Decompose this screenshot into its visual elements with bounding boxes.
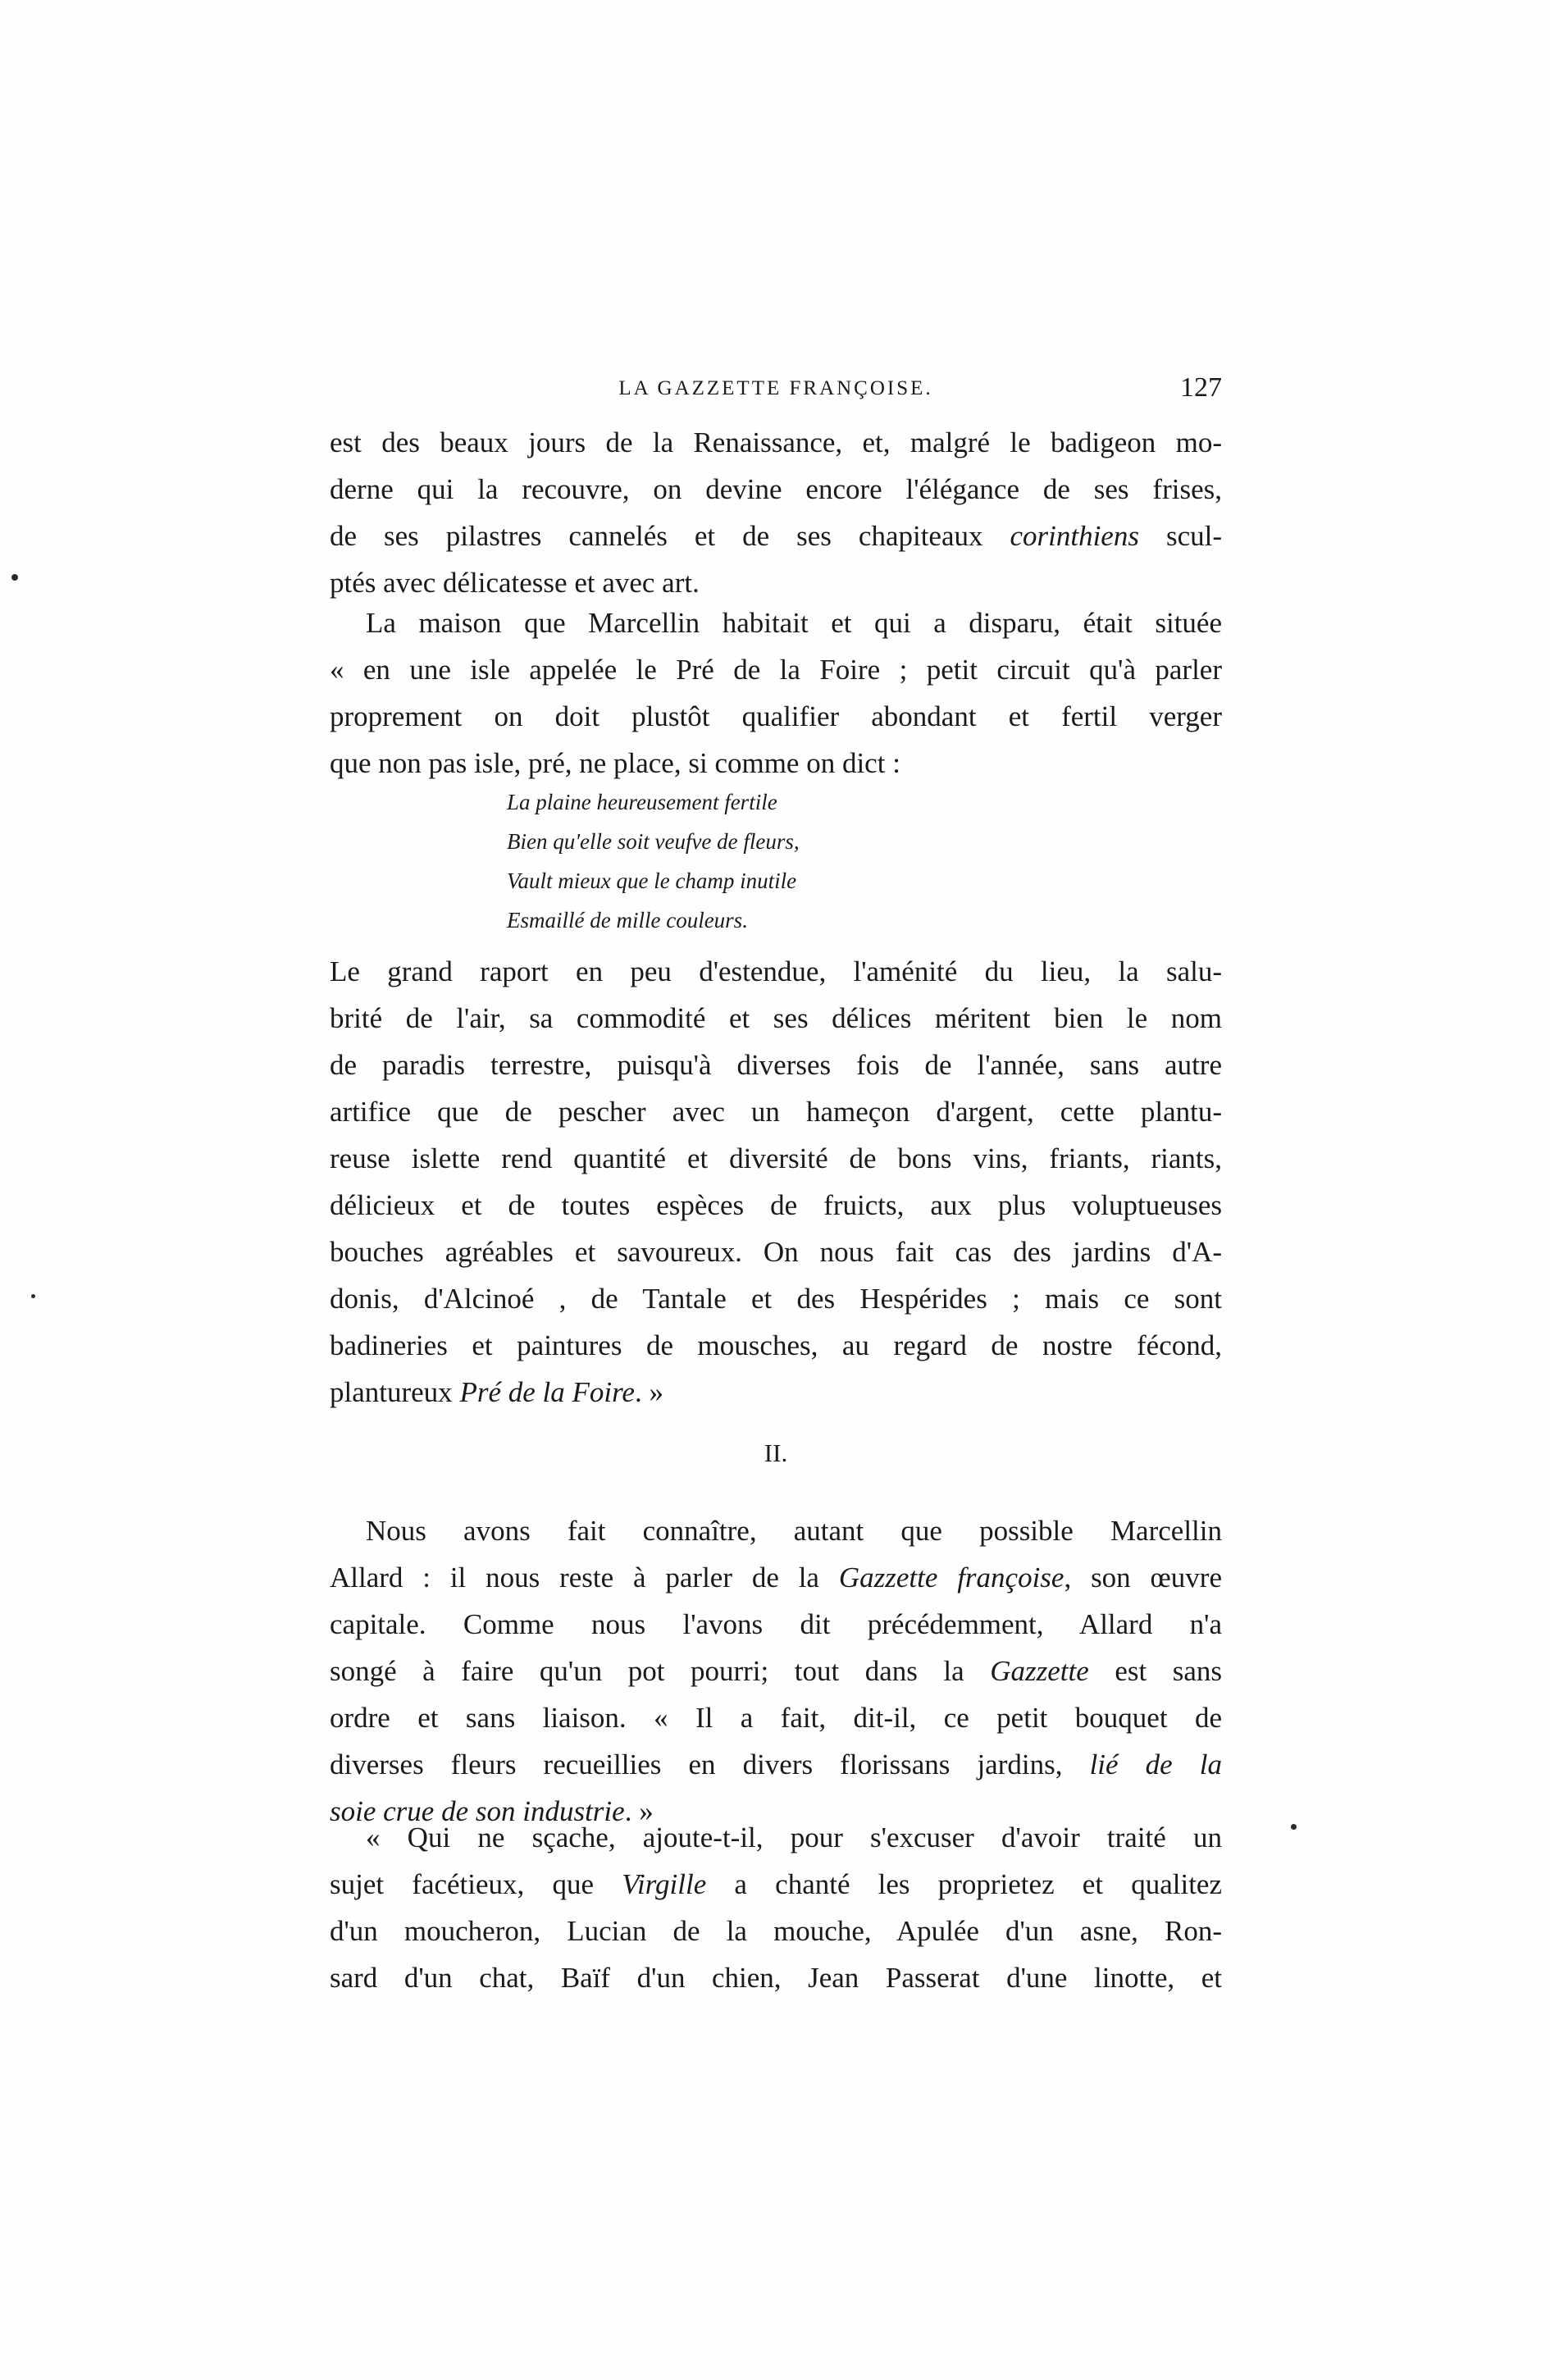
margin-mark	[11, 574, 18, 581]
text-line: donis, d'Alcinoé , de Tantale et des Hespérides ; mais ce sont	[330, 1283, 1222, 1315]
verse-line: Esmaillé de mille couleurs.	[507, 908, 748, 932]
text-line: plantureux Pré de la Foire. »	[330, 1376, 663, 1408]
text-line: soie crue de son industrie. »	[330, 1795, 654, 1827]
text-line: « Qui ne sçache, ajoute-t-il, pour s'excuser d'avoir traité un	[366, 1821, 1222, 1853]
italic-phrase: lié de la	[1089, 1749, 1222, 1780]
text-line: que non pas isle, pré, ne place, si comme on dict :	[330, 747, 900, 779]
text-line: derne qui la recouvre, on devine encore l'élégance de ses frises,	[330, 473, 1222, 505]
text-line: La maison que Marcellin habitait et qui a disparu, était située	[366, 607, 1222, 639]
text-line: « en une isle appelée le Pré de la Foire ; petit circuit qu'à parler	[330, 654, 1222, 686]
italic-word: corinthiens	[1010, 520, 1139, 552]
italic-title: Gazzette françoise	[838, 1562, 1064, 1594]
text-line: artifice que de pescher avec un hameçon d'argent, cette plantu-	[330, 1096, 1222, 1128]
text-line: est des beaux jours de la Renaissance, et, malgré le badigeon mo-	[330, 426, 1222, 458]
text-line: délicieux et de toutes espèces de fruicts, aux plus voluptueuses	[330, 1189, 1222, 1221]
page-header	[330, 372, 1222, 413]
text-line: reuse islette rend quantité et diversité de bons vins, friants, riants,	[330, 1142, 1222, 1174]
text-line: de ses pilastres cannelés et de ses chapiteaux corinthiens scul-	[330, 520, 1222, 552]
text-line: Nous avons fait connaître, autant que possible Marcellin	[366, 1515, 1222, 1547]
text-line: ordre et sans liaison. « Il a fait, dit-il, ce petit bouquet de	[330, 1702, 1222, 1734]
text-line: capitale. Comme nous l'avons dit précédemment, Allard n'a	[330, 1608, 1222, 1640]
verse-line: Bien qu'elle soit veufve de fleurs,	[507, 829, 800, 854]
text-line: songé à faire qu'un pot pourri; tout dans la Gazzette est sans	[330, 1655, 1222, 1687]
page-number: 127	[1180, 372, 1222, 403]
verse-line: Vault mieux que le champ inutile	[507, 869, 797, 893]
italic-phrase: soie crue de son industrie	[330, 1795, 625, 1827]
italic-phrase: Pré de la Foire	[459, 1376, 635, 1408]
margin-mark	[31, 1294, 35, 1298]
text-line: ptés avec délicatesse et avec art.	[330, 567, 700, 599]
text-line: badineries et paintures de mousches, au regard de nostre fécond,	[330, 1329, 1222, 1361]
text-line: d'un moucheron, Lucian de la mouche, Apulée d'un asne, Ron-	[330, 1915, 1222, 1947]
running-title: LA GAZZETTE FRANÇOISE.	[618, 377, 933, 399]
verse-line: La plaine heureusement fertile	[507, 790, 777, 814]
section-heading: II.	[764, 1438, 788, 1467]
text-line: Allard : il nous reste à parler de la Gazzette françoise, son œuvre	[330, 1562, 1222, 1594]
italic-title: Gazzette	[990, 1655, 1089, 1687]
text-line: brité de l'air, sa commodité et ses délices méritent bien le nom	[330, 1002, 1222, 1034]
text-line: Le grand raport en peu d'estendue, l'aménité du lieu, la salu-	[330, 955, 1222, 987]
margin-mark	[1291, 1824, 1297, 1830]
text-line: proprement on doit plustôt qualifier abondant et fertil verger	[330, 700, 1222, 732]
text-line: sujet facétieux, que Virgille a chanté les proprietez et qualitez	[330, 1868, 1223, 1900]
text-line: de paradis terrestre, puisqu'à diverses fois de l'année, sans autre	[330, 1049, 1222, 1081]
text-line: sard d'un chat, Baïf d'un chien, Jean Passerat d'une linotte, et	[330, 1962, 1222, 1994]
text-line: bouches agréables et savoureux. On nous fait cas des jardins d'A-	[330, 1236, 1222, 1268]
text-line: diverses fleurs recueillies en divers florissans jardins, lié de la	[330, 1749, 1222, 1780]
italic-name: Virgille	[622, 1868, 707, 1900]
